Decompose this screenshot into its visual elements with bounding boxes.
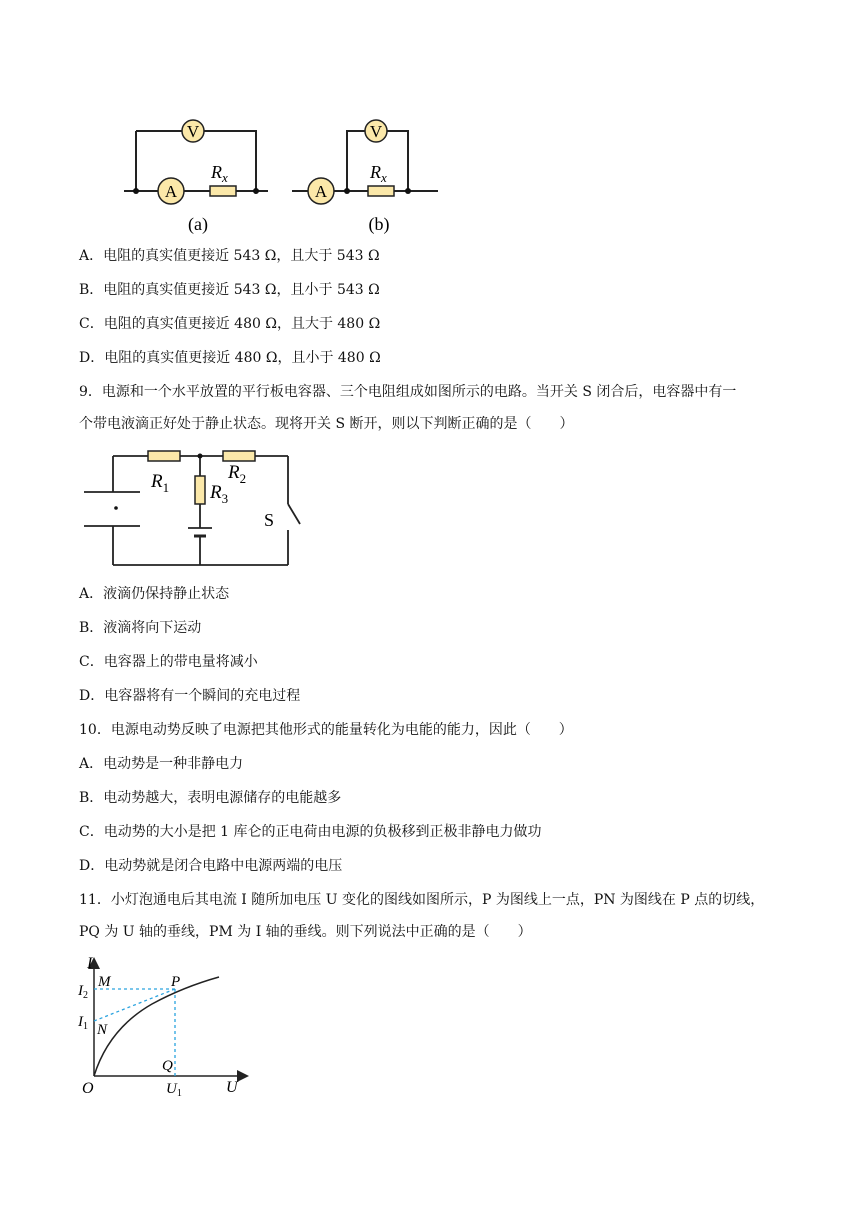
q10-option-c: C．电动势的大小是把 1 库仑的正电荷由电源的负极移到正极非静电力做功 [79,824,542,840]
junction-dot [253,188,259,194]
ammeter-b [308,178,334,204]
label-switch: S [264,510,275,530]
caption-a: (a) [188,214,208,234]
junction-dot [198,454,203,459]
q8-option-a: A．电阻的真实值更接近 543 Ω，且大于 543 Ω [79,248,380,264]
q9-stem-line2: 个带电液滴正好处于静止状态。现将开关 S 断开，则以下判断正确的是（ ） [79,416,574,432]
junction-dot [344,188,350,194]
q9-option-a: A．液滴仍保持静止状态 [79,586,230,602]
voltmeter-a [182,120,204,142]
svg-text:A: A [314,182,328,201]
q10-option-d: D．电动势就是闭合电路中电源两端的电压 [79,858,343,874]
q9-option-d: D．电容器将有一个瞬间的充电过程 [79,688,301,704]
rx-label-a: $R_x$ [211,162,228,185]
q10-option-a: A．电动势是一种非静电力 [79,756,244,772]
q8-option-d: D．电阻的真实值更接近 480 Ω，且小于 480 Ω [79,350,381,366]
svg-text:A: A [164,182,178,201]
axis-label-i: I [87,955,93,972]
q11-stem-line1: 11．小灯泡通电后其电流 I 随所加电压 U 变化的图线如图所示，P 为图线上一点，PN 为图线在 P 点的切线， [79,892,765,908]
label-i1: $I_1$ [78,1014,88,1032]
label-r2: $R_2$ [228,462,247,486]
rx-label-b: $R_x$ [370,162,387,185]
resistor-rx-a [210,186,236,196]
q8-option-c: C．电阻的真实值更接近 480 Ω，且大于 480 Ω [79,316,381,332]
label-u1: $U_1$ [166,1081,182,1098]
q8-option-b: B．电阻的真实值更接近 543 Ω，且小于 543 Ω [79,282,380,298]
q9-stem-line1: 9．电源和一个水平放置的平行板电容器、三个电阻组成如图所示的电路。当开关 S 闭合后，电容器中有一 [79,384,737,400]
label-m: M [98,974,111,990]
svg-text:V: V [369,122,383,141]
resistor-rx-b [368,186,394,196]
q11-stem-line2: PQ 为 U 轴的垂线，PM 为 I 轴的垂线。则下列说法中正确的是（ ） [79,924,532,940]
q10-stem: 10．电源电动势反映了电源把其他形式的能量转化为电能的能力，因此（ ） [79,722,573,738]
svg-text:V: V [186,122,200,141]
q11-iu-graph [74,952,254,1098]
label-r3: $R_3$ [210,482,229,506]
resistor-r1 [148,451,180,461]
caption-b: (b) [368,214,390,234]
label-q: Q [162,1058,173,1074]
q9-option-c: C．电容器上的带电量将减小 [79,654,258,670]
label-i2: $I_2$ [78,983,88,1001]
q9-circuit-figure [78,446,318,576]
ammeter-voltmeter-figure [118,112,448,242]
resistor-r2 [223,451,255,461]
origin-label: O [82,1080,94,1097]
junction-dot [133,188,139,194]
q10-option-b: B．电动势越大，表明电源储存的电能越多 [79,790,342,806]
liquid-drop [114,506,118,510]
iu-curve [94,977,219,1076]
label-p: P [171,974,181,990]
junction-dot [405,188,411,194]
label-n: N [97,1022,108,1038]
resistor-r3 [195,476,205,504]
label-r1: $R_1$ [151,471,170,495]
axis-label-u: U [226,1079,238,1096]
ammeter-a [158,178,184,204]
q9-option-b: B．液滴将向下运动 [79,620,202,636]
voltmeter-b [365,120,387,142]
